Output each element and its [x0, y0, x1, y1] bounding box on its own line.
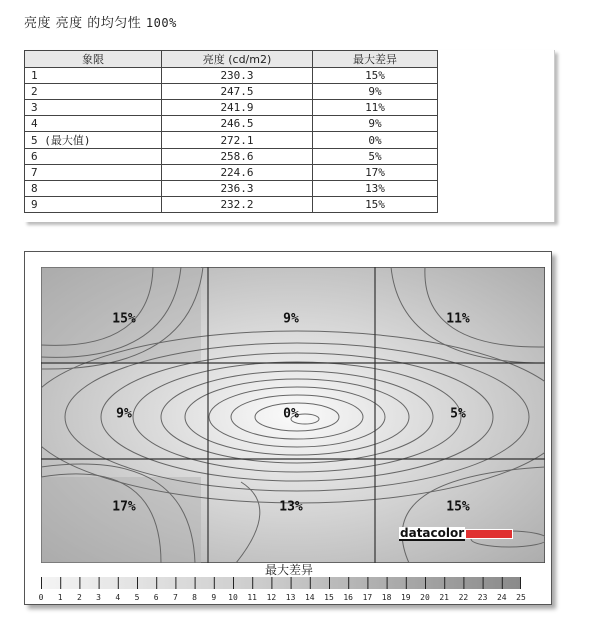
- cell-quadrant: 8: [25, 181, 162, 197]
- table-row: [25, 149, 438, 165]
- scale-tick-label: 2: [76, 593, 82, 602]
- zone-label-4: 9%: [116, 406, 132, 422]
- scale-tick-label: 23: [477, 593, 488, 602]
- cell-max-diff: 0%: [313, 132, 438, 149]
- table-header-row: [25, 51, 438, 68]
- table-row: [25, 165, 438, 181]
- cell-max-diff: 9%: [313, 84, 438, 100]
- cell-max-diff: 17%: [313, 165, 438, 181]
- scale-tick-label: 4: [115, 593, 121, 602]
- uniformity-contour-plot: [41, 267, 545, 563]
- cell-luminance: 247.5: [162, 84, 313, 100]
- title-percent: 100%: [145, 16, 177, 30]
- table-row: [25, 181, 438, 197]
- logo-red-bar: [465, 529, 513, 539]
- cell-quadrant: 6: [25, 149, 162, 165]
- column-header-luminance: 亮度 (cd/m2): [162, 51, 313, 68]
- zone-label-7: 17%: [112, 499, 136, 515]
- scale-tick-label: 14: [304, 593, 315, 602]
- column-header-quadrant: 象限: [25, 51, 162, 68]
- table-row: [25, 100, 438, 116]
- zone-label-5: 0%: [283, 406, 299, 422]
- table-row: [25, 84, 438, 100]
- cell-luminance: 246.5: [162, 116, 313, 132]
- cell-quadrant: 9: [25, 197, 162, 213]
- scale-tick-label: 9: [211, 593, 217, 602]
- zone-label-2: 9%: [283, 311, 299, 327]
- scale-tick-label: 22: [458, 593, 469, 602]
- color-scale-tick-labels: [38, 593, 541, 603]
- cell-luminance: 232.2: [162, 197, 313, 213]
- column-header-max-diff: 最大差异: [313, 51, 438, 68]
- scale-tick-label: 25: [516, 593, 526, 602]
- scale-tick-label: 8: [192, 593, 198, 602]
- table-row: [25, 132, 438, 149]
- cell-quadrant: 2: [25, 84, 162, 100]
- scale-tick-label: 20: [420, 593, 430, 602]
- scale-tick-label: 11: [247, 593, 258, 602]
- logo-text: datacolor: [400, 526, 465, 540]
- datacolor-logo: [399, 527, 513, 541]
- table-row: [25, 197, 438, 213]
- scale-tick-label: 17: [362, 593, 373, 602]
- scale-tick-label: 24: [496, 593, 507, 602]
- legend-title: 最大差异: [265, 563, 314, 577]
- scale-tick-label: 0: [38, 593, 44, 602]
- scale-tick-label: 7: [172, 593, 178, 602]
- cell-max-diff: 9%: [313, 116, 438, 132]
- cell-luminance: 236.3: [162, 181, 313, 197]
- cell-quadrant: 3: [25, 100, 162, 116]
- zone-label-6: 5%: [450, 406, 466, 422]
- scale-tick-label: 6: [153, 593, 159, 602]
- cell-luminance: 241.9: [162, 100, 313, 116]
- cell-max-diff: 15%: [313, 68, 438, 84]
- scale-tick-label: 18: [381, 593, 392, 602]
- scale-tick-label: 10: [228, 593, 238, 602]
- cell-max-diff: 13%: [313, 181, 438, 197]
- scale-tick-label: 13: [285, 593, 296, 602]
- cell-quadrant: 1: [25, 68, 162, 84]
- cell-max-diff: 15%: [313, 197, 438, 213]
- cell-quadrant: 5 (最大值): [25, 132, 162, 149]
- zone-label-1: 15%: [112, 311, 136, 327]
- cell-quadrant: 7: [25, 165, 162, 181]
- luminance-table-panel: [24, 50, 555, 222]
- zone-label-9: 15%: [446, 499, 470, 515]
- title-text: 亮度 亮度 的均匀性: [24, 16, 142, 31]
- scale-tick-label: 16: [343, 593, 354, 602]
- color-scale-bar: [41, 577, 521, 589]
- scale-tick-label: 1: [57, 593, 63, 602]
- scale-tick-label: 21: [439, 593, 450, 602]
- cell-luminance: 224.6: [162, 165, 313, 181]
- cell-max-diff: 5%: [313, 149, 438, 165]
- luminance-table: [24, 50, 438, 213]
- cell-luminance: 258.6: [162, 149, 313, 165]
- page-title: [24, 12, 177, 31]
- scale-tick-label: 3: [96, 593, 102, 602]
- cell-quadrant: 4: [25, 116, 162, 132]
- scale-tick-label: 15: [324, 593, 334, 602]
- scale-tick-label: 5: [134, 593, 140, 602]
- table-row: [25, 68, 438, 84]
- cell-luminance: 272.1: [162, 132, 313, 149]
- uniformity-chart-panel: [24, 251, 552, 605]
- table-row: [25, 116, 438, 132]
- zone-label-3: 11%: [446, 311, 470, 327]
- cell-luminance: 230.3: [162, 68, 313, 84]
- zone-label-8: 13%: [279, 499, 303, 515]
- cell-max-diff: 11%: [313, 100, 438, 116]
- scale-tick-label: 12: [266, 593, 277, 602]
- scale-tick-label: 19: [400, 593, 411, 602]
